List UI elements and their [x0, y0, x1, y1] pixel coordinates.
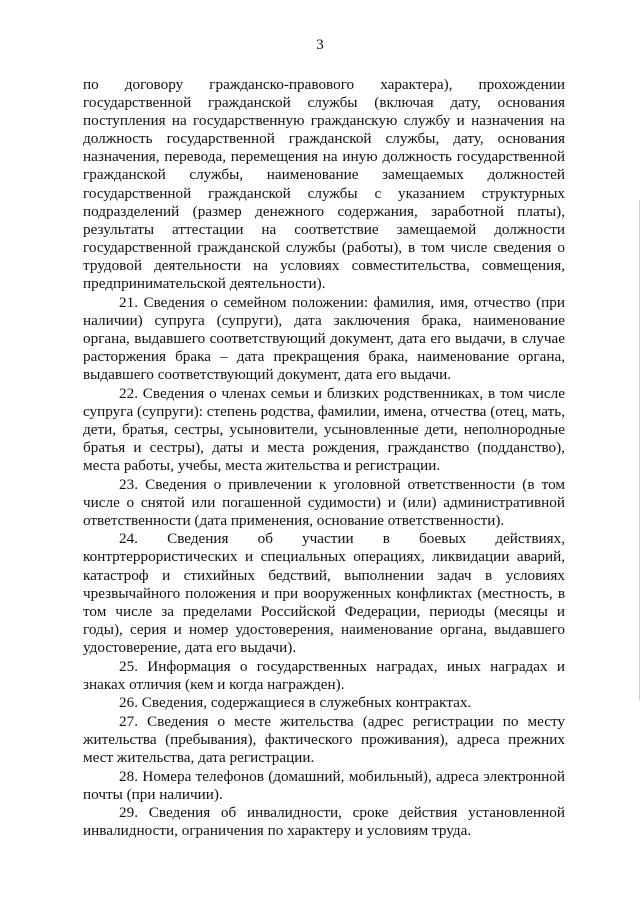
paragraph-item-23: 23. Сведения о привлечении к уголовной ответственности (в том числе о снятой или погашенной судимости) и (или) административной ответственности (дата применения, основание ответственности). — [83, 475, 565, 529]
document-body — [83, 76, 565, 840]
paragraph-item-27: 27. Сведения о месте жительства (адрес регистрации по месту жительства (пребывания), фактического проживания), адреса прежних мест жительства, дата регистрации. — [83, 712, 565, 766]
paragraph-continuation: по договору гражданско-правового характера), прохождении государственной гражданской службы (включая дату, основания поступления на государственную гражданскую службу и назначения на должность государственной гражданской службы, дату, основания назначения, перевода, перемещения на иную должность государственной гражданской службы, наименование замещаемых должностей государственной гражданской службы с указанием структурных подразделений (размер денежного содержания, заработной платы), результаты аттестации на соответствие замещаемой должности государственной гражданской службы (работы), в том числе сведения о трудовой деятельности на условиях совместительства, совмещения, предпринимательской деятельности). — [83, 76, 565, 293]
paragraph-item-21: 21. Сведения о семейном положении: фамилия, имя, отчество (при наличии) супруга (супруги), дата заключения брака, наименование органа, выдавшего соответствующий документ, дата его выдачи, в случае расторжения брака – дата прекращения брака, наименование органа, выдавшего соответствующий документ, дата его выдачи. — [83, 293, 565, 383]
paragraph-item-22: 22. Сведения о членах семьи и близких родственниках, в том числе супруга (супруги): степень родства, фамилии, имена, отчества (отец, мать, дети, братья, сестры, усыновители, усыновленные дети, неполнородные братья и сестры), даты и места рождения, гражданство (подданство), места работы, учебы, места жительства и регистрации. — [83, 384, 565, 474]
paragraph-item-29: 29. Сведения об инвалидности, сроке действия установленной инвалидности, ограничения по характеру и условиям труда. — [83, 804, 565, 840]
paragraph-item-26: 26. Сведения, содержащиеся в служебных контрактах. — [119, 694, 472, 712]
paragraph-item-24: 24. Сведения об участии в боевых действиях, контртеррористических и специальных операциях, ликвидации аварий, катастроф и стихийных бедствий, выполнении задач в условиях чрезвычайного положения и при вооруженных конфликтах (местность, в том числе за пределами Российской Федерации, периоды (месяцы и годы), серия и номер удостоверения, наименование органа, выдавшего удостоверение, дата его выдачи). — [83, 530, 565, 656]
paragraph-item-28: 28. Номера телефонов (домашний, мобильный), адреса электронной почты (при наличии). — [83, 767, 565, 803]
paragraph-item-25: 25. Информация о государственных наградах, иных наградах и знаках отличия (кем и когда награжден). — [83, 657, 565, 693]
page-number: 3 — [316, 37, 324, 53]
